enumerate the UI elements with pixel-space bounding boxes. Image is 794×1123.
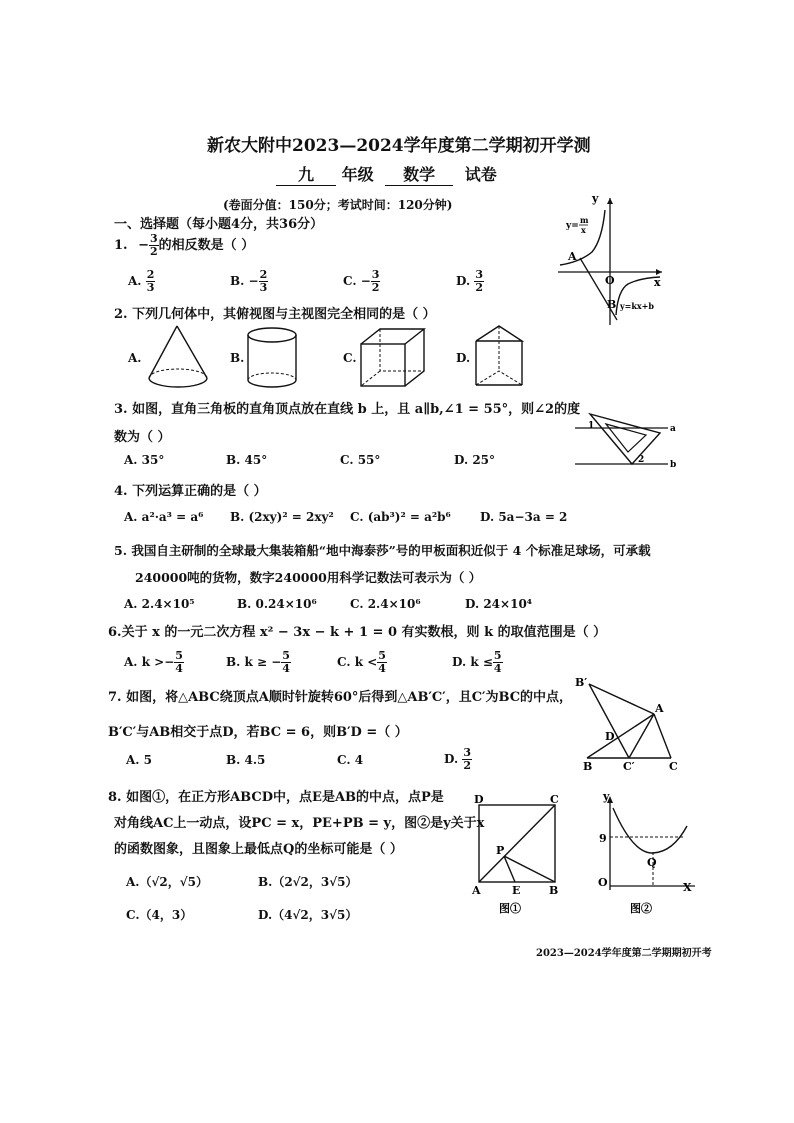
q1-number: 1. — [114, 238, 128, 253]
q6-c-label: C. — [337, 655, 351, 669]
q6-d-rel: k ≤ — [470, 655, 493, 669]
rot-point-d: D — [605, 730, 615, 743]
q1-option-b[interactable] — [230, 269, 268, 294]
q6-a-num: 5 — [175, 649, 183, 662]
exam-info: (卷面分值：150分；考试时间：120分钟) — [223, 198, 453, 212]
graph-y-label: y — [592, 192, 599, 205]
q6-c-den: 4 — [378, 662, 386, 675]
rot-point-cp: C′ — [623, 760, 635, 773]
q1-a-den: 3 — [146, 281, 155, 294]
q1-text: 的相反数是（ ） — [158, 238, 255, 253]
q1-den: 2 — [150, 245, 158, 258]
q3-option-c[interactable]: C. 55° — [340, 453, 381, 467]
q1-option-c[interactable] — [343, 269, 380, 294]
square-figure — [470, 790, 570, 920]
q6-option-c[interactable] — [337, 650, 387, 675]
q6-d-num: 5 — [493, 649, 502, 662]
q7-stem: 7. 如图，将△ABC绕顶点A顺时针旋转60°后得到△AB′C′，且C′为BC的中点， — [108, 690, 573, 705]
q8-option-b[interactable]: B.（2√2，3√5） — [258, 875, 358, 889]
q1-num: 3 — [150, 232, 158, 245]
sq-point-p: P — [496, 844, 505, 857]
q1-a-label: A. — [128, 274, 142, 288]
fn-point-q: Q — [647, 856, 657, 869]
rot-point-bp: B′ — [575, 676, 588, 689]
q6-option-a[interactable] — [124, 650, 184, 675]
graph-func1-prefix: y= — [566, 221, 579, 231]
page-title: 新农大附中2023—2024学年度第二学期初开学测 — [207, 136, 591, 156]
q8-option-d[interactable]: D.（4√2，3√5） — [258, 908, 358, 922]
q4-option-a[interactable]: A. a²·a³ = a⁶ — [124, 510, 204, 524]
fn-origin-label: O — [598, 876, 608, 889]
graph-x-label: x — [654, 276, 661, 289]
q8-stem-line1: 8. 如图①，在正方形ABCD中，点E是AB的中点，点P是 — [108, 790, 444, 805]
q6-b-label: B. — [226, 655, 241, 669]
q1-c-sign: − — [360, 274, 371, 288]
rot-point-c: C — [669, 760, 678, 773]
q4-option-b[interactable]: B. (2xy)² = 2xy² — [230, 510, 334, 524]
q1-b-num: 2 — [259, 268, 268, 281]
q5-stem-cont: 240000吨的货物，数字240000用科学记数法可表示为（ ） — [135, 570, 482, 585]
q6-option-b[interactable] — [226, 650, 291, 675]
angle-2-label: 2 — [638, 455, 645, 465]
q6-b-den: 4 — [282, 662, 290, 675]
graph-func2-label: y=kx+b — [620, 301, 654, 311]
sq-point-c: C — [550, 793, 559, 806]
q6-c-rel: k < — [354, 655, 378, 669]
subject-suffix: 试卷 — [464, 165, 497, 184]
rot-point-b: B — [583, 760, 593, 773]
q6-a-den: 4 — [175, 662, 183, 675]
q6-option-d[interactable] — [452, 650, 503, 675]
q8-stem-line2: 对角线AC上一动点，设PC = x，PE+PB = y，图②是y关于x — [114, 816, 485, 831]
q4-stem: 4. 下列运算正确的是（ ） — [114, 484, 267, 499]
q1-c-num: 3 — [371, 268, 380, 281]
fn-nine-label: 9 — [599, 832, 607, 845]
q6-a-rel: k >− — [141, 655, 175, 669]
q7-d-den: 2 — [463, 759, 471, 772]
q1-b-label: B. — [230, 274, 245, 288]
fig2-caption: 图② — [630, 902, 652, 915]
q5-option-d[interactable]: D. 24×10⁴ — [465, 597, 533, 611]
graph-origin-label: O — [605, 274, 615, 287]
grade-value: 九 — [276, 162, 336, 186]
line-b-label: b — [670, 460, 677, 470]
sq-point-e: E — [512, 884, 521, 897]
q1-option-d[interactable] — [456, 269, 484, 294]
fn-y-label: y — [603, 790, 610, 803]
subtitle — [276, 162, 497, 186]
q6-a-label: A. — [124, 655, 138, 669]
parallel-lines-figure — [570, 400, 680, 475]
graph-point-a: A — [568, 250, 577, 263]
page-footer: 2023—2024学年度第二学期期初开考 — [536, 948, 712, 959]
function-curve-figure — [595, 790, 705, 920]
q1-d-label: D. — [456, 274, 471, 288]
grade-label: 年级 — [341, 165, 374, 184]
q8-option-c[interactable]: C.（4，3） — [126, 908, 193, 922]
q6-c-num: 5 — [378, 649, 386, 662]
section-heading: 一、选择题（每小题4分，共36分） — [114, 217, 324, 232]
q3-option-d[interactable]: D. 25° — [454, 453, 496, 467]
q1-d-den: 2 — [475, 281, 483, 294]
q1-c-den: 2 — [371, 281, 380, 294]
q7-option-c[interactable]: C. 4 — [337, 753, 364, 767]
q3-option-b[interactable]: B. 45° — [226, 453, 268, 467]
q1-sign: − — [138, 238, 150, 253]
q6-d-den: 4 — [493, 662, 502, 675]
q1-b-den: 3 — [259, 281, 268, 294]
q7-option-b[interactable]: B. 4.5 — [226, 753, 266, 767]
angle-1-label: 1 — [588, 421, 595, 431]
q1-fraction — [149, 233, 159, 258]
q7-option-d[interactable] — [444, 747, 472, 772]
rotation-figure — [575, 672, 685, 772]
subject-value: 数学 — [385, 162, 453, 186]
q5-option-a[interactable]: A. 2.4×10⁵ — [124, 597, 195, 611]
q8-option-a[interactable]: A.（√2，√5） — [126, 875, 208, 889]
function-graph-figure — [550, 190, 680, 330]
q1-option-a[interactable] — [128, 269, 155, 294]
q5-stem: 5. 我国自主研制的全球最大集装箱船“地中海泰莎”号的甲板面积近似于 4 个标准足球场，可承载 — [114, 543, 651, 558]
triangular-prism-icon — [472, 323, 532, 393]
fn-x-label: X — [683, 881, 692, 894]
q6-d-label: D. — [452, 655, 467, 669]
q7-option-a[interactable]: A. 5 — [126, 753, 153, 767]
q4-option-d[interactable]: D. 5a−3a = 2 — [480, 510, 568, 524]
graph-func1-num: m — [580, 215, 589, 225]
q2-option-b[interactable]: B. — [230, 351, 245, 365]
q2-option-d[interactable]: D. — [456, 351, 471, 365]
sq-point-a: A — [472, 884, 481, 897]
sq-point-d: D — [474, 793, 484, 806]
q6-b-rel: k ≥ − — [244, 655, 282, 669]
q6-b-num: 5 — [282, 649, 290, 662]
q4-option-c[interactable]: C. (ab³)² = a²b⁶ — [350, 510, 451, 524]
q8-stem-line3: 的函数图象，且图象上最低点Q的坐标可能是（ ） — [114, 842, 403, 857]
line-a-label: a — [670, 424, 676, 434]
q5-option-c[interactable]: C. 2.4×10⁶ — [350, 597, 421, 611]
graph-func1-den: x — [581, 225, 586, 235]
q1-d-num: 3 — [475, 268, 483, 281]
cube-icon — [358, 326, 438, 392]
q7-d-label: D. — [444, 752, 459, 766]
q2-option-a[interactable]: A. — [128, 351, 142, 365]
q1-c-label: C. — [343, 274, 357, 288]
q7-d-num: 3 — [463, 746, 471, 759]
q1-b-sign: − — [248, 274, 259, 288]
q7-stem-cont: B′C′与AB相交于点D，若BC = 6，则B′D =（ ） — [108, 725, 408, 740]
rot-point-a: A — [655, 702, 664, 715]
fig1-caption: 图① — [499, 902, 521, 915]
graph-point-b: B — [607, 298, 617, 311]
q5-option-b[interactable]: B. 0.24×10⁶ — [237, 597, 317, 611]
q1-a-num: 2 — [146, 268, 155, 281]
q6-stem: 6.关于 x 的一元二次方程 x² − 3x − k + 1 = 0 有实数根，则 k 的取值范围是（ ） — [108, 625, 607, 640]
q3-stem: 3. 如图，直角三角板的直角顶点放在直线 b 上，且 a∥b,∠1 = 55°，则∠2的度 — [114, 402, 581, 417]
q2-option-c[interactable]: C. — [343, 351, 357, 365]
q1-stem — [114, 233, 254, 258]
cylinder-icon — [245, 325, 305, 395]
q2-stem: 2. 下列几何体中，其俯视图与主视图完全相同的是（ ） — [114, 307, 436, 322]
q3-stem-cont: 数为（ ） — [114, 430, 171, 445]
q3-option-a[interactable]: A. 35° — [124, 453, 165, 467]
cone-icon — [145, 322, 215, 392]
sq-point-b: B — [549, 884, 559, 897]
